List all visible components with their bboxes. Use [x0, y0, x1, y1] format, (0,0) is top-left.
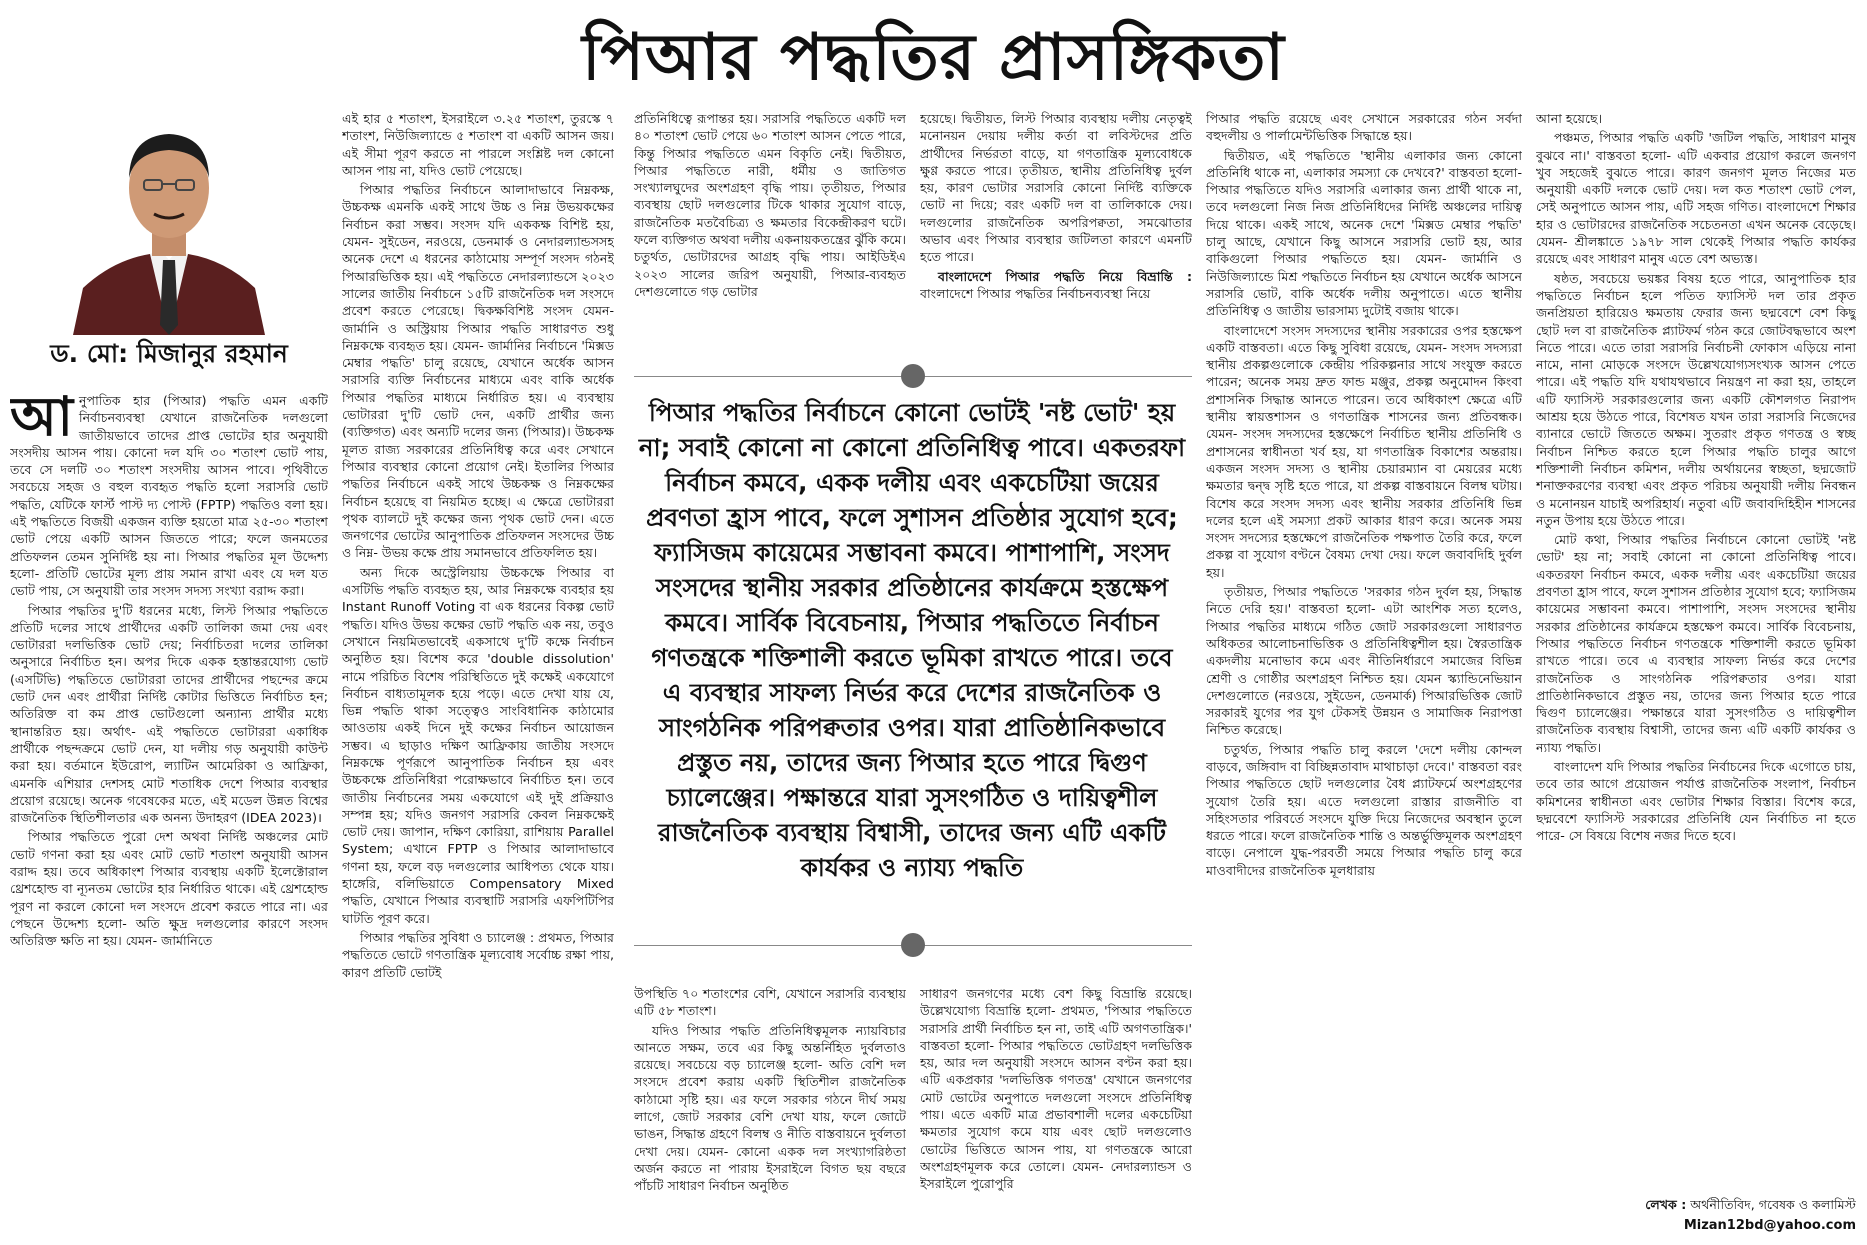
signature-text: অর্থনীতিবিদ, গবেষক ও কলামিস্ট	[1690, 1197, 1856, 1212]
column-6	[1536, 110, 1856, 1190]
paragraph: দ্বিতীয়ত, এই পদ্ধতিতে 'স্থানীয় এলাকার জন্য কোনো প্রতিনিধি থাকে না, এলাকার সমস্যা কে দেখবে?' বাস্তবতা হলো- পিআর পদ্ধতিতে যদিও সরাসরি এলাকার জন্য প্রার্থী থাকে না, তবে দলগুলো নিজ নিজ প্রতিনিধিদের নির্দিষ্ট অঞ্চলের দায়িত্ব দিয়ে থাকে। একই সাথে, অনেক দেশে 'মিক্সড মেম্বার পদ্ধতি' চালু আছে, যেখানে কিছু আসনে সরাসরি ভোট হয়, আর বাকিগুলো পিআর পদ্ধতিতে হয়। যেমন- জার্মানি ও নিউজিল্যান্ডে মিশ্র পদ্ধতিতে নির্বাচন হয় যেখানে অর্ধেক আসনে সরাসরি ভোট, বাকি অর্ধেক দলীয় অনুপাতে। এতে স্থানীয় প্রতিনিধিত্ব ও জাতীয় ভারসাম্য দুটোই বজায় থাকে।	[1206, 147, 1522, 319]
column-2	[342, 110, 614, 1242]
paragraph: পিআর পদ্ধতিতে পুরো দেশ অথবা নির্দিষ্ট অঞ্চলের মোট ভোট গণনা করা হয় এবং মোট ভোট শতাংশ অনুযায়ী আসন বরাদ্দ হয়। তবে অধিকাংশ পিআর ব্যবস্থায় একটি ইলেক্টোরাল থ্রেশহোল্ড বা ন্যূনতম ভোটের হার নির্ধারিত থাকে। এই থ্রেশহোল্ড পূরণ না করলে কোনো দল সংসদে প্রবেশ করতে পারে না। এর পেছনে উদ্দেশ্য হলো- অতি ক্ষুদ্র দলগুলোর কারণে সংসদ অতিরিক্ত ক্ষতি না হয়। যেমন- জার্মানিতে	[10, 829, 328, 949]
column-5	[1206, 110, 1522, 1242]
divider-dot-top	[901, 364, 925, 388]
paragraph: সাধারণ জনগণের মধ্যে বেশ কিছু বিভ্রান্তি রয়েছে। উল্লেখযোগ্য বিভ্রান্তি হলো- প্রথমত, 'পিআর পদ্ধতিতে সরাসরি প্রার্থী নির্বাচিত হন না, তাই এটি অগণতান্ত্রিক।' বাস্তবতা হলো- পিআর পদ্ধতিতে ভোটগ্রহণ দলভিত্তিক হয়, আর দল অনুযায়ী সংসদে আসন বণ্টন করা হয়। এটি একপ্রকার 'দলভিত্তিক গণতন্ত্র' যেখানে জনগণের মোট ভোটের অনুপাতে দলগুলো সংসদে প্রতিনিধিত্ব পায়। এতে একটি মাত্র প্রভাবশালী দলের একচেটিয়া ক্ষমতার সুযোগ কমে যায় এবং ছোট দলগুলোও ভোটের ভিত্তিতে আসন পায়, যা গণতন্ত্রকে আরো অংশগ্রহণমূলক করে তোলে। যেমন- নেদারল্যান্ডস ও ইসরাইলে পুরোপুরি	[920, 986, 1192, 1192]
author-name: ড. মো: মিজানুর রহমান	[50, 339, 288, 368]
paragraph: পিআর পদ্ধতির নির্বাচনে আলাদাভাবে নিম্নকক্ষ, উচ্চকক্ষ এমনকি একই সাথে উচ্চ ও নিম্ন উভয়কক্ষের নির্বাচন করা সম্ভব। সংসদ যদি এককক্ষ বিশিষ্ট হয়, যেমন- সুইডেন, নরওয়ে, ডেনমার্ক ও নেদারল্যান্ডসসহ অনেক দেশে এ ধরনের কাঠামোয় সম্পূর্ণ সংসদ গঠনই পিআরভিত্তিক হয়। এই পদ্ধতিতে নেদারল্যান্ডসে ২০২৩ সালের জাতীয় নির্বাচনে ১৫টি রাজনৈতিক দল সংসদে প্রবেশ করতে পেরেছে। দ্বিকক্ষবিশিষ্ট সংসদ যেমন- জার্মানি ও অস্ট্রিয়ায় পিআর পদ্ধতি সাধারণত শুধু নিম্নকক্ষে ব্যবহৃত হয়। যেমন- জার্মানির নির্বাচনে 'মিক্সড মেম্বার পদ্ধতি' চালু রয়েছে, যেখানে অর্ধেক আসন সরাসরি ব্যক্তি নির্বাচনের মাধ্যমে এবং বাকি অর্ধেক পিআর পদ্ধতির মাধ্যমে নির্ধারিত হয়। এ ব্যবস্থায় ভোটাররা দু'টি ভোট দেন, একটি প্রার্থীর জন্য (ব্যক্তিগত) এবং অন্যটি দলের জন্য (পিআর)। উচ্চকক্ষ মূলত রাজ্য সরকারের প্রতিনিধিত্ব করে এবং সেখানে পিআর ব্যবস্থার কোনো প্রয়োগ নেই। ইতালির পিআর পদ্ধতির নির্বাচনে একই সাথে উচ্চকক্ষ ও নিম্নকক্ষের নির্বাচন হয়েছে বা নিয়মিত হচ্ছে। এ ক্ষেত্রে ভোটাররা পৃথক ব্যালটে দুই কক্ষের জন্য পৃথক ভোট দেন। এতে জনগণের ভোটের আনুপাতিক প্রতিফলন সংসদের উচ্চ ও নিম্ন- উভয় কক্ষে প্রায় সমানভাবে প্রতিফলিত হয়।	[342, 182, 614, 561]
paragraph: বাংলাদেশে পিআর পদ্ধতি নিয়ে বিভ্রান্তি : বাংলাদেশে পিআর পদ্ধতির নির্বাচনব্যবস্থা নিয়ে	[920, 268, 1192, 301]
subheading: বাংলাদেশে পিআর পদ্ধতি নিয়ে বিভ্রান্তি :	[938, 268, 1192, 284]
paragraph: বাংলাদেশে সংসদ সদস্যদের স্থানীয় সরকারের ওপর হস্তক্ষেপ একটি বাস্তবতা। এতে কিছু সুবিধা রয়েছে, যেমন- সংসদ সদস্যরা স্থানীয় প্রকল্পগুলোকে কেন্দ্রীয় পরিকল্পনার সাথে সংযুক্ত করতে পারেন; অনেক সময় দ্রুত ফান্ড মঞ্জুর, প্রকল্প অনুমোদন কিংবা প্রশাসনিক সিদ্ধান্ত আনতে পারেন। তবে অধিকাংশ ক্ষেত্রে এটি স্থানীয় স্বায়ত্তশাসন ও গণতান্ত্রিক শাসনের জন্য প্রতিবন্ধক। যেমন- সংসদ সদস্যদের হস্তক্ষেপে নির্বাচিত স্থানীয় প্রতিনিধি ও প্রশাসনের স্বাধীনতা খর্ব হয়, যা গণতান্ত্রিক বিকাশের অন্তরায়। একজন সংসদ সদস্য ও স্থানীয় চেয়ারম্যান বা মেয়রের মধ্যে ক্ষমতার দ্বন্দ্ব সৃষ্টি হতে পারে, যা প্রকল্প বাস্তবায়নে বিলম্ব ঘটায়। বিশেষ করে সংসদ সদস্য এবং স্থানীয় সরকার প্রতিনিধি ভিন্ন দলের হলে এই সমস্যা প্রকট আকার ধারণ করে। অনেক সময় সংসদ সদস্যের হস্তক্ষেপে রাজনৈতিক পক্ষপাত তৈরি করে, ফলে প্রকল্প বা সুযোগ বণ্টনে বৈষম্য দেখা দেয়। ফলে জবাবদিহি দুর্বল হয়।	[1206, 322, 1522, 580]
author-signature	[1600, 1196, 1856, 1214]
paragraph: পিআর পদ্ধতি রয়েছে এবং সেখানে সরকারের গঠন সর্বদা বহুদলীয় ও পার্লামেন্টভিত্তিক সিদ্ধান্তে হয়।	[1206, 111, 1522, 144]
divider-dot-bottom	[901, 933, 925, 957]
headline: পিআর পদ্ধতির প্রাসঙ্গিকতা	[582, 21, 1285, 95]
paragraph: বাংলাদেশ যদি পিআর পদ্ধতির নির্বাচনের দিকে এগোতে চায়, তবে তার আগে প্রয়োজন পর্যাপ্ত রাজনৈতিক সংলাপ, নির্বাচন কমিশনের স্বাধীনতা এবং ভোটার শিক্ষার বিস্তার। বিশেষ করে, ছদ্মবেশে ফ্যাসিস্ট সরকারের প্রতিনিধি যেন নির্বাচিত না হতে পারে- সে বিষয়ে বিশেষ নজর দিতে হবে।	[1536, 758, 1856, 844]
paragraph: পিআর পদ্ধতির দু'টি ধরনের মধ্যে, লিস্ট পিআর পদ্ধতিতে প্রতিটি দলের সাথে প্রার্থীদের একটি তালিকা জমা দেয় এবং ভোটাররা দলভিত্তিক ভোট দেয়; নির্বাচিতরা দলের তালিকা অনুসারে নির্বাচিত হন। অপর দিকে একক হস্তান্তরযোগ্য ভোট (এসটিভি) পদ্ধতিতে ভোটাররা তাদের প্রার্থীদের পছন্দের ক্রমে ভোট দেন এবং প্রার্থীরা নির্দিষ্ট কোটার ভিত্তিতে নির্বাচিত হন; অতিরিক্ত বা কম প্রাপ্ত ভোটগুলো অন্যান্য প্রার্থীর মধ্যে স্থানান্তরিত হয়। অর্থাৎ- এই পদ্ধতিতে ভোটাররা একাধিক প্রার্থীকে পছন্দক্রমে ভোট দেন, যা দলীয় গড় অনুযায়ী কাউন্ট করা হয়। বর্তমানে ইউরোপ, ল্যাটিন আমেরিকা ও আফ্রিকা, এমনকি এশিয়ার দেশসহ মোট শতাধিক দেশে পিআর ব্যবস্থার প্রয়োগ রয়েছে। অনেক গবেষকের মতে, এই মডেল উন্নত বিশ্বের রাজনৈতিক স্থিতিশীলতার এক অনন্য উদাহরণ (IDEA 2023)।	[10, 602, 328, 826]
column-3-bottom	[634, 985, 906, 1242]
pull-quote: পিআর পদ্ধতির নির্বাচনে কোনো ভোটই 'নষ্ট ভোট' হয় না; সবাই কোনো না কোনো প্রতিনিধিত্ব পাবে। একতরফা নির্বাচন কমবে, একক দলীয় এবং একচেটিয়া জয়ের প্রবণতা হ্রাস পাবে, ফলে সুশাসন প্রতিষ্ঠার সুযোগ হবে; ফ্যাসিজম কায়েমের সম্ভাবনা কমবে। পাশাপাশি, সংসদ সংসদের স্থানীয় সরকার প্রতিষ্ঠানের কার্যক্রমে হস্তক্ষেপ কমবে। সার্বিক বিবেচনায়, পিআর পদ্ধতিতে নির্বাচন গণতন্ত্রকে শক্তিশালী করতে ভূমিকা রাখতে পারে। তবে এ ব্যবস্থার সাফল্য নির্ভর করে দেশের রাজনৈতিক ও সাংগঠনিক পরিপক্বতার ওপর। যারা প্রাতিষ্ঠানিকভাবে প্রস্তুত নয়, তাদের জন্য পিআর হতে পারে দ্বিগুণ চ্যালেঞ্জের। পক্ষান্তরে যারা সুসংগঠিত ও দায়িত্বশীল রাজনৈতিক ব্যবস্থায় বিশ্বাসী, তাদের জন্য এটি একটি কার্যকর ও ন্যায্য পদ্ধতি	[638, 398, 1186, 882]
paragraph: এই হার ৫ শতাংশ, ইসরাইলে ৩.২৫ শতাংশ, তুরস্কে ৭ শতাংশ, নিউজিল্যান্ডে ৫ শতাংশ বা একটি আসন জয়। এই সীমা পূরণ করতে না পারলে সংশ্লিষ্ট দল কোনো আসন পায় না, যদিও ভোট পেয়েছে।	[342, 111, 614, 178]
paragraph: ষষ্ঠত, সবচেয়ে ভয়ঙ্কর বিষয় হতে পারে, আনুপাতিক হার পদ্ধতিতে নির্বাচন হলে পতিত ফ্যাসিস্ট দল তার প্রকৃত জনপ্রিয়তা হারিয়েও ক্ষমতায় ফেরার জন্য ছদ্মবেশে বেশ কিছু ছোট দল বা রাজনৈতিক প্ল্যাটফর্ম গঠন করে জোটবদ্ধভাবে অংশ নিতে পারে। এতে তারা সরাসরি নির্বাচনী ফোকাস এড়িয়ে নানা নামে, নানা মোড়কে সংসদে উল্লেখযোগ্যসংখ্যক আসন পেতে পারে। এই পদ্ধতি যদি যথাযথভাবে নিয়ন্ত্রণ না করা হয়, তাহলে এটি ফ্যাসিস্ট সরকারগুলোর জন্য একটি কৌশলগত নিরাপদ আশ্রয় হয়ে উঠতে পারে, বিশেষত যখন তারা সরাসরি নিজেদের ব্যানারে ভোটে জিততে অক্ষম। সুতরাং প্রকৃত গণতন্ত্র ও স্বচ্ছ নির্বাচন নিশ্চিত করতে হলে পিআর পদ্ধতি চালুর আগে শক্তিশালী নির্বাচন কমিশন, দলীয় অর্থায়নের স্বচ্ছতা, ছদ্মজোট শনাক্তকরণের ব্যবস্থা এবং প্রকৃত পরিচয় অনুযায়ী দলীয় নিবন্ধন ও মনোনয়ন যাচাই অপরিহার্য। নতুবা এটি জবাবদিহিহীন শাসনের নতুন উপায় হয়ে উঠতে পারে।	[1536, 270, 1856, 528]
paragraph: মোট কথা, পিআর পদ্ধতির নির্বাচনে কোনো ভোটই 'নষ্ট ভোট' হয় না; সবাই কোনো না কোনো প্রতিনিধিত্ব পাবে। একতরফা নির্বাচন কমবে, একক দলীয় এবং একচেটিয়া জয়ের প্রবণতা হ্রাস পাবে, ফলে সুশাসন প্রতিষ্ঠার সুযোগ হবে; ফ্যাসিজম কায়েমের সম্ভাবনা কমবে। পাশাপাশি, সংসদ সংসদের স্থানীয় সরকার প্রতিষ্ঠানের কার্যক্রমে হস্তক্ষেপ কমবে। সার্বিক বিবেচনায়, পিআর পদ্ধতিতে নির্বাচন গণতন্ত্রকে শক্তিশালী করতে ভূমিকা রাখতে পারে। তবে এ ব্যবস্থার সাফল্য নির্ভর করে দেশের রাজনৈতিক ও সাংগঠনিক পরিপক্বতার ওপর। যারা প্রাতিষ্ঠানিকভাবে প্রস্তুত নয়, তাদের জন্য পিআর হতে পারে দ্বিগুণ চ্যালেঞ্জের। পক্ষান্তরে যারা সুসংগঠিত ও দায়িত্বশীল রাজনৈতিক ব্যবস্থায় বিশ্বাসী, তাদের জন্য এটি একটি কার্যকর ও ন্যায্য পদ্ধতি।	[1536, 532, 1856, 755]
paragraph: অন্য দিকে অস্ট্রেলিয়ায় উচ্চকক্ষে পিআর বা এসটিভি পদ্ধতি ব্যবহৃত হয়, আর নিম্নকক্ষে ব্যবহার হয় Instant Runoff Voting বা এক ধরনের বিকল্প ভোট পদ্ধতি। যদিও উভয় কক্ষের ভোট পদ্ধতি এক নয়, তবুও সেখানে নিয়মিতভাবেই একসাথে দু'টি কক্ষে নির্বাচন অনুষ্ঠিত হয়। বিশেষ করে 'double dissolution' নামে পরিচিত বিশেষ পরিস্থিতিতে দুই কক্ষেই একযোগে নির্বাচন বাধ্যতামূলক হয়ে পড়ে। এতে দেখা যায় যে, ভিন্ন পদ্ধতি থাকা সত্ত্বেও সাংবিধানিক কাঠামোর আওতায় একই দিনে দুই কক্ষের নির্বাচন আয়োজন সম্ভব। এ ছাড়াও দক্ষিণ আফ্রিকায় জাতীয় সংসদে নিম্নকক্ষে পূর্ণরূপে আনুপাতিক নির্বাচন হয় এবং উচ্চকক্ষে প্রতিনিধিরা পরোক্ষভাবে নির্বাচিত হন। তবে জাতীয় নির্বাচনের সময় একযোগে এই দুই প্রক্রিয়াও সম্পন্ন হয়; যদিও জনগণ সরাসরি কেবল নিম্নকক্ষেই ভোট দেয়। জাপান, দক্ষিণ কোরিয়া, রাশিয়ায় Parallel System; এখানে FPTP ও পিআর আলাদাভাবে গণনা হয়, ফলে বড় দলগুলোর আধিপত্য থেকে যায়। হাঙ্গেরি, বলিভিয়াতে Compensatory Mixed পদ্ধতি, যেখানে পিআর ব্যবস্থাটি সরাসরি এফপিটিপির ঘাটতি পূরণ করে।	[342, 564, 614, 926]
column-4-bottom	[920, 985, 1192, 1242]
paragraph: চতুর্থত, পিআর পদ্ধতি চালু করলে 'দেশে দলীয় কোন্দল বাড়বে, জঙ্গিবাদ বা বিচ্ছিন্নতাবাদ মাথাচাড়া দেবে।' বাস্তবতা বরং পিআর পদ্ধতিতে ছোট দলগুলোর বৈধ প্ল্যাটফর্মে অংশগ্রহণের সুযোগ তৈরি হয়। এতে দলগুলো রাস্তার রাজনীতি বা সহিংসতার পরিবর্তে সংসদে যুক্তি দিয়ে নিজেদের অবস্থান তুলে ধরতে পারে। ফলে রাজনৈতিক শান্তি ও অন্তর্ভুক্তিমূলক অংশগ্রহণ বাড়ে। নেপালে যুদ্ধ-পরবর্তী সময়ে পিআর পদ্ধতি চালু করে মাওবাদীদের রাজনৈতিক মূলধারায়	[1206, 741, 1522, 878]
column-4-top	[920, 110, 1192, 342]
paragraph: হয়েছে। দ্বিতীয়ত, লিস্ট পিআর ব্যবস্থায় দলীয় নেতৃত্বই মনোনয়ন দেয়ায় দলীয় কর্তা বা লবিস্টদের প্রতি প্রার্থীদের নির্ভরতা বাড়ে, যা গণতান্ত্রিক মূল্যবোধকে ক্ষুণ্ণ করতে পারে। তৃতীয়ত, স্থানীয় প্রতিনিধিত্ব দুর্বল হয়, কারণ ভোটার সরাসরি কোনো নির্দিষ্ট ব্যক্তিকে ভোট না দিয়ে; বরং একটি দল বা তালিকাকে দেয়। দলগুলোর রাজনৈতিক অপরিপক্বতা, সমঝোতার অভাব এবং পিআর ব্যবস্থার জটিলতা কারণে এমনটি হতে পারে।	[920, 111, 1192, 265]
author-email: Mizan12bd@yahoo.com	[1683, 1218, 1856, 1233]
paragraph: উপস্থিতি ৭০ শতাংশের বেশি, যেখানে সরাসরি ব্যবস্থায় এটি ৫৮ শতাংশ।	[634, 986, 906, 1019]
paragraph: প্রতিনিধিত্বে রূপান্তর হয়। সরাসরি পদ্ধতিতে একটি দল ৪০ শতাংশ ভোট পেয়ে ৬০ শতাংশ আসন পেতে পারে, কিন্তু পিআর পদ্ধতিতে এমন বিকৃতি নেই। দ্বিতীয়ত, পিআর পদ্ধতিতে নারী, ধর্মীয় ও জাতিগত সংখ্যালঘুদের অংশগ্রহণ বৃদ্ধি পায়। তৃতীয়ত, পিআর ব্যবস্থায় ছোট দলগুলোর টিকে থাকার সুযোগ বাড়ে, রাজনৈতিক মতবৈচিত্র্য ও ক্ষমতার বিকেন্দ্রীকরণ ঘটে। ফলে ব্যক্তিগত অথবা দলীয় একনায়কতন্ত্রের ঝুঁকি কমে। চতুর্থত, ভোটারদের আগ্রহ বৃদ্ধি পায়। আইডিইএ ২০২৩ সালের জরিপ অনুযায়ী, পিআর-ব্যবহৃত দেশগুলোতে গড় ভোটার	[634, 111, 906, 299]
paragraph: পঞ্চমত, পিআর পদ্ধতি একটি 'জটিল পদ্ধতি, সাধারণ মানুষ বুঝবে না।' বাস্তবতা হলো- এটি একবার প্রয়োগ করলে জনগণ খুব সহজেই বুঝতে পারে। কারণ জনগণ মূলত নিজের মত অনুযায়ী একটি দলকে ভোট দেয়। দল কত শতাংশ ভোট পেল, সেই অনুপাতে আসন পায়, এটি সহজ গণিত। বাংলাদেশে শিক্ষার হার ও ভোটারদের রাজনৈতিক সচেতনতা এখন অনেক বেড়েছে। যেমন- শ্রীলঙ্কাতে ১৯৭৮ সাল থেকেই পিআর পদ্ধতি কার্যকর রয়েছে এবং সাধারণ মানুষ এতে বেশ অভ্যস্ত।	[1536, 130, 1856, 267]
column-3-top	[634, 110, 906, 342]
paragraph: যদিও পিআর পদ্ধতি প্রতিনিধিত্বমূলক ন্যায়বিচার আনতে সক্ষম, তবে এর কিছু অন্তর্নিহিত দুর্বলতাও রয়েছে। সবচেয়ে বড় চ্যালেঞ্জ হলো- অতি বেশি দল সংসদে প্রবেশ করায় একটি স্থিতিশীল রাজনৈতিক কাঠামো সৃষ্টি হয়। এর ফলে সরকার গঠনে দীর্ঘ সময় লাগে, জোট সরকার বেশি দেখা যায়, ফলে জোটে ভাঙন, সিদ্ধান্ত গ্রহণে বিলম্ব ও নীতি বাস্তবায়নে দুর্বলতা দেখা দেয়। যেমন- কোনো একক দল সংখ্যাগরিষ্ঠতা অর্জন করতে না পারায় ইসরাইলে বিগত ছয় বছরে পাঁচটি সাধারণ নির্বাচন অনুষ্ঠিত	[634, 1022, 906, 1194]
signature-label: লেখক :	[1645, 1197, 1687, 1212]
drop-cap: আ	[10, 392, 73, 448]
paragraph: তৃতীয়ত, পিআর পদ্ধতিতে 'সরকার গঠন দুর্বল হয়, সিদ্ধান্ত নিতে দেরি হয়।' বাস্তবতা হলো- এটা আংশিক সত্য হলেও, পিআর পদ্ধতির মাধ্যমে গঠিত জোট সরকারগুলো সাধারণত অধিকতর আলোচনাভিত্তিক ও প্রতিনিধিত্বশীল হয়। স্বৈরতান্ত্রিক একদলীয় মনোভাব কমে এবং নীতিনির্ধারণে সমাজের বিভিন্ন শ্রেণী ও গোষ্ঠীর অংশগ্রহণ নিশ্চিত হয়। যেমন স্ক্যান্ডিনেভিয়ান দেশগুলোতে (নরওয়ে, সুইডেন, ডেনমার্ক) পিআরভিত্তিক জোট সরকারই যুগের পর যুগ টেকসই উন্নয়ন ও সামাজিক নিরাপত্তা নিশ্চিত করেছে।	[1206, 584, 1522, 738]
author-photo	[58, 110, 280, 335]
paragraph: পিআর পদ্ধতির সুবিধা ও চ্যালেঞ্জ : প্রথমত, পিআর পদ্ধতিতে ভোটে গণতান্ত্রিক মূল্যবোধ সর্বোচ্চ রক্ষা পায়, কারণ প্রতিটি ভোটই	[342, 929, 614, 980]
column-1	[10, 392, 328, 1242]
paragraph: আনা হয়েছে।	[1536, 111, 1603, 126]
paragraph: আনুপাতিক হার (পিআর) পদ্ধতি এমন একটি নির্বাচনব্যবস্থা যেখানে রাজনৈতিক দলগুলো জাতীয়ভাবে তাদের প্রাপ্ত ভোটের হার অনুযায়ী সংসদীয় আসন পায়। কোনো দল যদি ৩০ শতাংশ ভোট পায়, তবে সে দলটি ৩০ শতাংশ সংসদীয় আসন পাবে। পৃথিবীতে সবচেয়ে সহজ ও বহুল ব্যবহৃত পদ্ধতি হলো সরাসরি ভোট পদ্ধতি, যেটিকে ফার্স্ট পাস্ট দ্য পোস্ট (FPTP) পদ্ধতিও বলা হয়। এই পদ্ধতিতে বিজয়ী একজন ব্যক্তি হয়তো মাত্র ২৫-৩০ শতাংশ ভোট পেয়ে একটি আসন জিততে পারে; ফলে জনমতের প্রতিফলন তেমন সুনির্দিষ্ট হয় না। পিআর পদ্ধতির মূল উদ্দেশ্য হলো- প্রতিটি ভোটের মূল্য প্রায় সমান রাখা এবং যে দল যত ভোট পায়, সে অনুযায়ী তার সংসদ সদস্য সংখ্যা বরাদ্দ করা।	[10, 392, 328, 599]
